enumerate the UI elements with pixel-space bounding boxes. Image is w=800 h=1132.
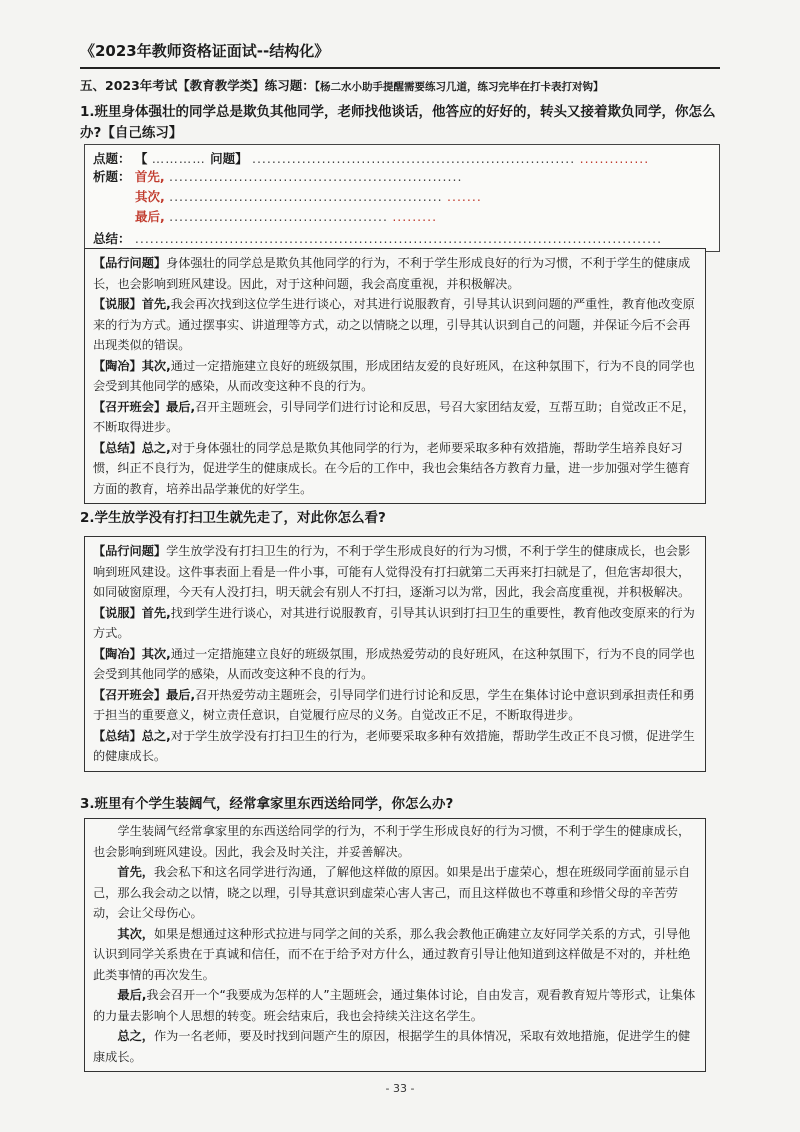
outline-second-label: 其次, bbox=[135, 189, 165, 204]
answer-box-question-1 bbox=[84, 248, 706, 504]
answer-tag: 【召开班会】 bbox=[93, 399, 167, 414]
answer-paragraph bbox=[93, 603, 697, 644]
answer-text: 对于身体强壮的同学总是欺负其他同学的行为，老师要采取多种有效措施，帮助学生培养良好习惯，纠正不良行为，促进学生的健康成长。在今后的工作中，我也会集结各方教育力量，进一步加强对学生德育方面的教育，培养出品学兼优的好学生。 bbox=[93, 440, 691, 496]
answer-lead: 首先， bbox=[117, 865, 154, 879]
page-number: - 33 - bbox=[385, 1082, 415, 1095]
outline-analysis-label: 析题： bbox=[93, 169, 131, 184]
outline-dots: ................................................................. bbox=[251, 151, 576, 166]
answer-lead: 最后, bbox=[166, 399, 196, 414]
outline-point-blank: ………… bbox=[151, 151, 206, 166]
answer-text: 作为一名老师，要及时找到问题产生的原因，根据学生的具体情况，采取有效地措施，促进学生的健康成长。 bbox=[93, 1029, 691, 1064]
answer-paragraph bbox=[93, 685, 697, 726]
question-3-title: 3.班里有个学生装阔气，经常拿家里东西送给同学，你怎么办? bbox=[80, 796, 454, 812]
answer-tag: 【陶冶】 bbox=[93, 358, 142, 373]
answer-text: 召开热爱劳动主题班会，引导同学们进行讨论和反思，学生在集体讨论中意识到承担责任和勇于担当的重要意义，树立责任意识，自觉履行应尽的义务。自觉改正不足，不断取得进步。 bbox=[93, 687, 695, 722]
answer-text: 找到学生进行谈心，对其进行说服教育，引导其认识到打扫卫生的重要性，教育他改变原来的行为方式。 bbox=[93, 605, 695, 640]
outline-point-label: 点题： bbox=[93, 151, 131, 166]
answer-text: 我会召开一个“我要成为怎样的人”主题班会，通过集体讨论，自由发言，观看教育短片等形式，让集体的力量去影响个人思想的转变。班会结束后，我也会持续关注这名学生。 bbox=[93, 988, 696, 1023]
outline-first-label: 首先, bbox=[134, 169, 165, 184]
answer-lead: 总之， bbox=[117, 1029, 154, 1043]
answer-paragraph bbox=[93, 397, 697, 438]
outline-dots: ............................................ bbox=[169, 209, 388, 224]
outline-summary-row bbox=[93, 229, 662, 247]
outline-dots: ....................................................... bbox=[169, 189, 443, 204]
answer-lead: 首先, bbox=[141, 297, 171, 311]
answer-lead: 其次, bbox=[141, 646, 171, 661]
answer-text: 召开主题班会，引导同学们进行讨论和反思，号召大家团结友爱，互帮互助；自觉改正不足，不断取得进步。 bbox=[93, 399, 695, 434]
document-header: 《2023年教师资格证面试--结构化》 bbox=[80, 40, 720, 69]
question-1-title: 1.班里身体强壮的同学总是欺负其他同学，老师找他谈话，他答应的好好的，转头又接着欺负同学，你怎么办?【自己练习】 bbox=[80, 104, 716, 141]
answer-tag: 【说服】 bbox=[93, 605, 142, 620]
answer-box-question-2 bbox=[84, 536, 706, 772]
outline-last-label: 最后, bbox=[135, 209, 165, 224]
outline-dots-red: .............. bbox=[579, 151, 650, 166]
outline-summary-label: 总结： bbox=[93, 231, 131, 246]
answer-lead: 首先, bbox=[141, 605, 171, 620]
answer-lead: 最后, bbox=[117, 988, 147, 1002]
outline-point-bracket: 【 bbox=[134, 151, 148, 166]
answer-text: 身体强壮的同学总是欺负其他同学的行为，不利于学生形成良好的行为习惯，不利于学生的健康成长，也会影响到班风建设。因此，对于这种问题，我会高度重视，并积极解决。 bbox=[93, 256, 691, 291]
answer-paragraph bbox=[93, 541, 697, 603]
answer-tag: 【品行问题】 bbox=[93, 256, 167, 270]
answer-text: 学生装阔气经常拿家里的东西送给同学的行为，不利于学生形成良好的行为习惯，不利于学生的健康成长，也会影响到班风建设。因此，我会及时关注，并妥善解决。 bbox=[93, 824, 691, 859]
answer-paragraph bbox=[93, 356, 697, 397]
answer-paragraph bbox=[93, 253, 697, 294]
answer-lead: 其次, bbox=[141, 358, 171, 373]
outline-dots: .......................................................................................................... bbox=[134, 231, 663, 246]
answer-text: 如果是想通过这种形式拉进与同学之间的关系，那么我会教他正确建立友好同学关系的方式，引导他认识到同学关系贵在于真诚和信任，而不在于给予对方什么，通过教育引导让他知道到这样做是不对的，并杜绝此类事情的再次发生。 bbox=[93, 926, 691, 982]
answer-tag: 【陶冶】 bbox=[93, 646, 142, 661]
answer-text: 对于学生放学没有打扫卫生的行为，老师要采取多种有效措施，帮助学生改正不良习惯，促进学生的健康成长。 bbox=[93, 728, 695, 763]
answer-text: 我会私下和这名同学进行沟通，了解他这样做的原因。如果是出于虚荣心，想在班级同学面前显示自己，那么我会动之以情，晓之以理，引导其意识到虚荣心害人害己，而且这样做也不尊重和珍惜父母的辛苦劳动，会让父母伤心。 bbox=[93, 865, 691, 920]
outline-dots-red: ......... bbox=[392, 209, 438, 224]
answer-paragraph bbox=[93, 726, 697, 767]
answer-text: 通过一定措施建立良好的班级氛围，形成热爱劳动的良好班风，在这种氛围下，行为不良的同学也会受到其他同学的感染，从而改变这种不良的行为。 bbox=[93, 646, 695, 681]
answer-text: 我会再次找到这位学生进行谈心，对其进行说服教育，引导其认识到问题的严重性，教育他改变原来的行为方式。通过摆事实、讲道理等方式，动之以情晓之以理，引导其认识到自己的问题，并保证今后不会再出现类似的错误。 bbox=[93, 297, 695, 352]
answer-tag: 【品行问题】 bbox=[93, 544, 167, 558]
answer-lead: 总之, bbox=[141, 728, 171, 743]
answer-paragraph bbox=[93, 438, 697, 500]
answer-lead: 最后, bbox=[166, 687, 196, 702]
answer-tag: 【总结】 bbox=[93, 440, 142, 455]
answer-paragraph bbox=[93, 294, 697, 356]
outline-point-text: 问题】 bbox=[210, 151, 248, 166]
answer-text: 通过一定措施建立良好的班级氛围，形成团结友爱的良好班风，在这种氛围下，行为不良的同学也会受到其他同学的感染，从而改变这种不良的行为。 bbox=[93, 358, 695, 393]
answer-outline-template bbox=[84, 144, 720, 252]
answer-tag: 【说服】 bbox=[93, 297, 142, 311]
section-title-text: 五、2023年考试【教育教学类】练习题： bbox=[80, 78, 315, 93]
outline-analysis-row bbox=[93, 167, 462, 185]
outline-second-row bbox=[135, 187, 482, 205]
answer-box-question-3 bbox=[84, 818, 706, 1072]
section-note: 【杨二水小助手提醒需要练习几道，练习完毕在打卡表打对钩】 bbox=[314, 81, 604, 93]
answer-paragraph bbox=[93, 1026, 697, 1067]
outline-dots-red: ....... bbox=[447, 189, 482, 204]
answer-paragraph bbox=[93, 862, 697, 924]
question-2-title: 2.学生放学没有打扫卫生就先走了，对此你怎么看? bbox=[80, 510, 386, 526]
answer-lead: 总之, bbox=[141, 440, 171, 455]
outline-point-row bbox=[93, 149, 649, 167]
answer-paragraph bbox=[93, 985, 697, 1026]
answer-text: 学生放学没有打扫卫生的行为，不利于学生形成良好的行为习惯，不利于学生的健康成长，也会影响到班风建设。这件事表面上看是一件小事，可能有人觉得没有打扫就第二天再来打扫就是了，但危害却很大，如同破窗原理，今天有人没打扫，明天就会有别人不打扫，逐渐习以为常，因此，我会高度重视，并积极解决。 bbox=[93, 544, 691, 599]
answer-tag: 【总结】 bbox=[93, 728, 142, 743]
outline-last-row bbox=[135, 207, 437, 225]
outline-dots: ........................................................... bbox=[168, 169, 463, 184]
answer-lead: 其次， bbox=[117, 926, 154, 941]
section-title bbox=[80, 76, 730, 94]
answer-tag: 【召开班会】 bbox=[93, 687, 167, 702]
answer-paragraph bbox=[93, 821, 697, 862]
answer-paragraph bbox=[93, 924, 697, 986]
answer-paragraph bbox=[93, 644, 697, 685]
